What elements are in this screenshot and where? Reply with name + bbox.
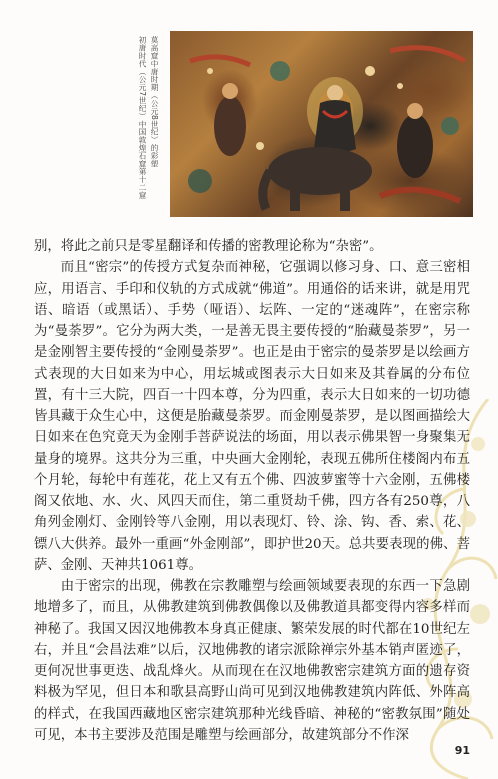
caption-line-2: 初唐时代（公元7世纪）中国敦煌石窟第十二窟 bbox=[138, 36, 147, 200]
caption-line-1: 莫高窟中唐时期（公元8世纪）的彩塑 bbox=[150, 36, 159, 168]
body-text bbox=[34, 236, 470, 746]
mural-photo bbox=[170, 31, 473, 217]
paragraph-mandala: 而且“密宗”的传授方式复杂而神秘，它强调以修习身、口、意三密相应，用语言、手印和仪轨的方式成就“佛道”。用通俗的话来讲，就是用咒语、暗语（或黑话）、手势（哑语）、坛阵、一定的“迷魂阵”，在密宗称为“曼荼罗”。它分为两大类，一是善无畏主要传授的“胎藏曼荼罗”，另一是金刚智主要传授的“金刚曼荼罗”。也正是由于密宗的曼荼罗是以绘画方式表现的大日如来为中心，用坛城或图表示大日如来及其眷属的分布位置，有十三大院，四百一十四本尊，分为四重，表示大日如来的一切功德皆具藏于众生心中，这便是胎藏曼荼罗。而金刚曼荼罗，是以图画描绘大日如来在色究竟天为金刚手菩萨说法的场面，用以表示佛果智一身聚集无量身的境界。这共分为三重，中央画大金刚轮，表现五佛所住楼阁内布五个月轮，每轮中有莲花，花上又有五个佛、四波萝蜜等十六金刚，五佛楼阁又依地、水、火、风四天而住，第二重贤劫千佛，四方各有250尊，八角列金刚灯、金刚铃等八金刚，用以表现灯、铃、涂、钩、香、索、花、镖八大供养。最外一重画“外金刚部”，即护世20天。总共要表现的佛、菩萨、金刚、天神共1061尊。 bbox=[34, 260, 470, 573]
page-number: 91 bbox=[454, 744, 470, 757]
mural-painting-illustration bbox=[170, 31, 473, 217]
paragraph-continued: 别，将此之前只是零星翻译和传播的密教理论称为“杂密”。 bbox=[34, 239, 383, 254]
paragraph-esoteric-influence: 由于密宗的出现，佛教在宗教雕塑与绘画领域要表现的东西一下急剧地增多了，而且，从佛教建筑到佛教偶像以及佛教道具都变得内容多样而神秘了。我国又因汉地佛教本身真正健康、繁荣发展的时代都在10世纪左右，并且“会昌法难”以后，汉地佛教的诸宗派除禅宗外基本销声匿迹了，更何况世事更迭、战乱烽火。从而现在在汉地佛教密宗建筑方面的遗存资料极为罕见，但日本和歌县高野山尚可见到汉地佛教建筑内阵低、外阵高的样式，在我国西藏地区密宗建筑那种光线昏暗、神秘的“密教氛围”随处可见，本书主要涉及范围是雕塑与绘画部分，故建筑部分不作深 bbox=[34, 579, 470, 743]
figure-caption bbox=[138, 36, 159, 216]
